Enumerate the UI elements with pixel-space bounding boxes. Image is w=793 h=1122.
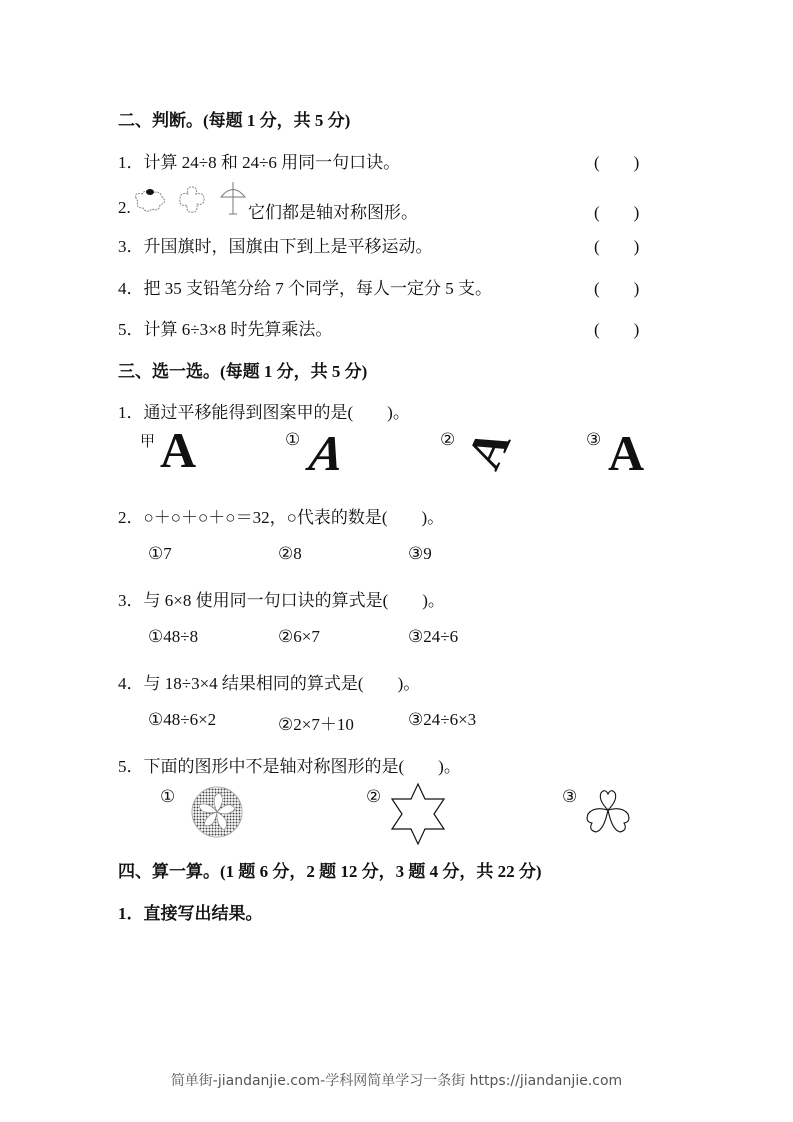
label-option-3: ③ — [586, 430, 602, 449]
answer-blank-3[interactable]: ( ) — [594, 237, 640, 256]
section4-sub1: 1．直接写出结果。 — [118, 904, 263, 923]
q4-option-1[interactable]: ①48÷6×2 — [148, 710, 217, 729]
q2-option-3[interactable]: ③9 — [408, 544, 432, 563]
label-jia: 甲 — [140, 432, 156, 450]
choice-q4: 4．与 18÷3×4 结果相同的算式是( )。 — [118, 674, 421, 693]
section2-heading: 二、判断。(每题 1 分，共 5 分) — [118, 111, 351, 130]
q3-option-1[interactable]: ①48÷8 — [148, 627, 199, 646]
glyph-a-option-1: A — [306, 425, 348, 481]
judge-item-5: 5．计算 6÷3×8 时先算乘法。 — [118, 320, 333, 339]
answer-blank-2[interactable]: ( ) — [594, 203, 640, 222]
q3-option-3[interactable]: ③24÷6 — [408, 627, 459, 646]
section3-heading: 三、选一选。(每题 1 分，共 5 分) — [118, 362, 368, 381]
section4-heading: 四、算一算。(1 题 6 分，2 题 12 分，3 题 4 分，共 22 分) — [118, 862, 542, 881]
label-option-2: ② — [440, 430, 456, 449]
answer-blank-1[interactable]: ( ) — [594, 153, 640, 172]
bauhinia-emblem-icon — [190, 785, 244, 839]
heart-clover-icon — [582, 786, 634, 838]
choice-q5: 5．下面的图形中不是轴对称图形的是( )。 — [118, 757, 461, 776]
clover-shape-icon — [176, 184, 208, 216]
q2-option-1[interactable]: ①7 — [148, 544, 172, 563]
flower-shape-icon — [132, 186, 170, 214]
choice-q2: 2．○＋○＋○＋○＝32，○代表的数是( )。 — [118, 508, 445, 527]
judge-item-2-prefix: 2. — [118, 198, 131, 217]
q2-option-2[interactable]: ②8 — [278, 544, 302, 563]
umbrella-shape-icon — [218, 180, 248, 218]
six-pointed-star-icon — [388, 782, 448, 846]
judge-item-3: 3．升国旗时，国旗由下到上是平移运动。 — [118, 237, 433, 256]
footer-watermark: 简单街-jiandanjie.com-学科网简单学习一条街 https://jiandanjie.com — [170, 1073, 623, 1089]
glyph-a-original: A — [160, 422, 197, 478]
q5-label-3: ③ — [562, 787, 578, 806]
judge-item-4: 4．把 35 支铅笔分给 7 个同学，每人一定分 5 支。 — [118, 279, 492, 298]
q5-label-2: ② — [366, 787, 382, 806]
glyph-a-option-2: A — [455, 420, 522, 478]
choice-q3: 3．与 6×8 使用同一句口诀的算式是( )。 — [118, 591, 445, 610]
q3-option-2[interactable]: ②6×7 — [278, 627, 320, 646]
q4-option-3[interactable]: ③24÷6×3 — [408, 710, 477, 729]
glyph-a-option-3: A — [608, 425, 645, 481]
choice-q1: 1．通过平移能得到图案甲的是( )。 — [118, 403, 410, 422]
answer-blank-5[interactable]: ( ) — [594, 320, 640, 339]
label-option-1: ① — [285, 430, 301, 449]
q4-option-2[interactable]: ②2×7＋10 — [278, 715, 354, 734]
judge-item-1: 1．计算 24÷8 和 24÷6 用同一句口诀。 — [118, 153, 401, 172]
judge-item-2: 它们都是轴对称图形。 — [248, 203, 418, 222]
q5-label-1: ① — [160, 787, 176, 806]
answer-blank-4[interactable]: ( ) — [594, 279, 640, 298]
